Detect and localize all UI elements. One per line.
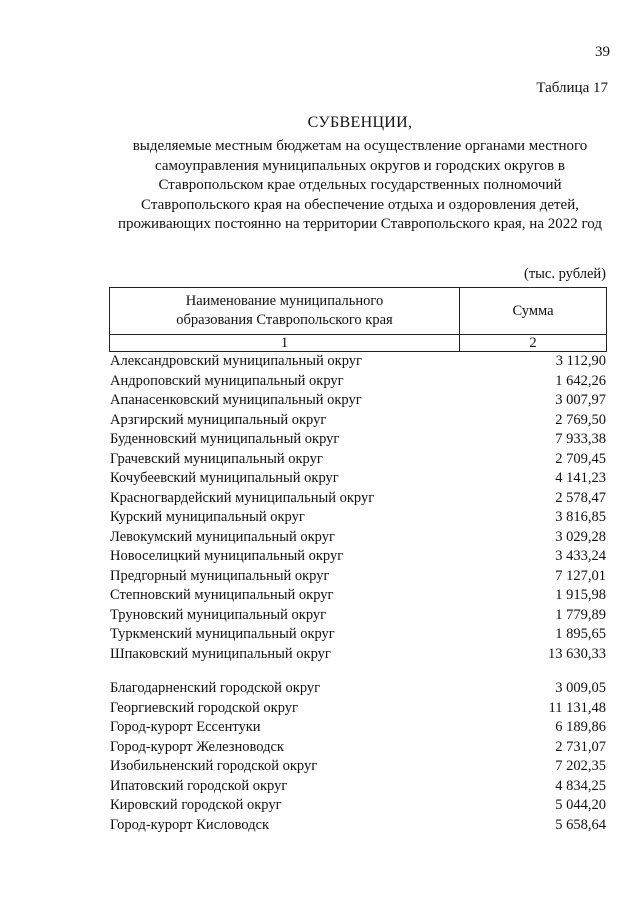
row-value: 7 202,35: [555, 758, 606, 774]
group-spacer: [110, 664, 606, 679]
table-row: [110, 450, 606, 470]
table-row: [110, 391, 606, 411]
municipal-okrug-list: [110, 352, 606, 664]
table-row: [110, 757, 606, 777]
row-value: 1 779,89: [555, 606, 606, 623]
row-name: Буденновский муниципальный округ: [110, 431, 340, 447]
row-value: 3 007,97: [555, 392, 606, 408]
table-row: [110, 469, 606, 489]
row-value: 11 131,48: [548, 699, 606, 716]
table-row: [110, 679, 606, 699]
table-row: [110, 625, 606, 645]
subtitle-line: Ставропольского края на обеспечение отдыха и оздоровления детей,: [141, 196, 579, 213]
row-value: 7 127,01: [555, 567, 606, 584]
table-label: Таблица 17: [536, 80, 608, 96]
table-row: [110, 699, 606, 719]
table-row: [110, 586, 606, 606]
row-name: Левокумский муниципальный округ: [110, 528, 335, 545]
table-row: [110, 372, 606, 392]
row-value: 1 642,26: [555, 372, 606, 389]
row-value: 3 029,28: [555, 528, 606, 545]
row-name: Апанасенковский муниципальный округ: [110, 392, 362, 408]
row-value: 3 433,24: [555, 548, 606, 564]
row-name: Благодарненский городской округ: [110, 680, 321, 696]
row-name: Труновский муниципальный округ: [110, 606, 327, 623]
table-row: [110, 718, 606, 738]
row-name: Курский муниципальный округ: [110, 509, 305, 525]
table-row: [110, 352, 606, 372]
table-row: [110, 645, 606, 665]
table-row: [110, 430, 606, 450]
header-sum-cell: Сумма: [460, 288, 607, 335]
unit-label: (тыс. рублей): [524, 266, 606, 282]
header-name-line2: образования Ставропольского края: [176, 312, 393, 328]
table-row: [110, 489, 606, 509]
row-value: 6 189,86: [555, 719, 606, 735]
row-name: Андроповский муниципальный округ: [110, 372, 344, 389]
table-row: [110, 738, 606, 758]
row-name: Ипатовский городской округ: [110, 777, 288, 794]
table-row: [110, 777, 606, 797]
row-value: 7 933,38: [555, 431, 606, 447]
table-row: [110, 508, 606, 528]
row-value: 2 578,47: [555, 489, 606, 506]
row-name: Предгорный муниципальный округ: [110, 567, 330, 584]
table-row: [110, 816, 606, 836]
row-name: Георгиевский городской округ: [110, 699, 298, 716]
row-name: Шпаковский муниципальный округ: [110, 645, 331, 662]
row-value: 3 816,85: [555, 509, 606, 525]
row-name: Грачевский муниципальный округ: [110, 450, 323, 467]
row-value: 3 009,05: [555, 680, 606, 696]
row-value: 5 658,64: [555, 816, 606, 833]
city-okrug-list: [110, 679, 606, 835]
header-col1-number: 1: [110, 335, 460, 352]
row-name: Город-курорт Кисловодск: [110, 816, 270, 833]
row-name: Изобильненский городской округ: [110, 758, 318, 774]
table-row: [110, 567, 606, 587]
row-value: 1 895,65: [555, 626, 606, 642]
row-value: 2 731,07: [555, 738, 606, 755]
table-row: [110, 547, 606, 567]
row-name: Город-курорт Ессентуки: [110, 719, 261, 735]
subtitle-line: выделяемые местным бюджетам на осуществление органами местного: [132, 138, 588, 154]
row-name: Александровский муниципальный округ: [110, 353, 362, 369]
table-header: [109, 287, 607, 352]
row-name: Степновский муниципальный округ: [110, 587, 334, 603]
row-name: Новоселицкий муниципальный округ: [110, 548, 344, 564]
row-value: 4 834,25: [555, 777, 606, 794]
row-value: 3 112,90: [555, 353, 606, 369]
table-row: [110, 528, 606, 548]
row-value: 13 630,33: [548, 645, 606, 662]
row-value: 2 709,45: [555, 450, 606, 467]
row-value: 5 044,20: [555, 797, 606, 813]
row-name: Кочубеевский муниципальный округ: [110, 470, 339, 486]
header-name-line1: Наименование муниципального: [185, 293, 384, 309]
page-number: 39: [595, 44, 610, 60]
subtitle-line: проживающих постоянно на территории Ставропольского края, на 2022 год: [118, 216, 602, 233]
row-value: 4 141,23: [555, 470, 606, 486]
table-body: [110, 352, 606, 835]
row-value: 1 915,98: [555, 587, 606, 603]
table-row: [110, 796, 606, 816]
row-name: Город-курорт Железноводск: [110, 738, 284, 755]
document-title: СУБВЕНЦИИ,: [307, 114, 413, 131]
table-row: [110, 411, 606, 431]
row-value: 2 769,50: [555, 411, 606, 428]
subtitle-line: Ставропольском крае отдельных государственных полномочий: [158, 177, 562, 194]
subtitle-line: самоуправления муниципальных округов и городских округов в: [155, 157, 565, 174]
row-name: Кировский городской округ: [110, 797, 282, 813]
title-block: [100, 114, 620, 235]
header-col2-number: 2: [460, 335, 607, 352]
table-row: [110, 606, 606, 626]
header-name-cell: [110, 288, 460, 335]
row-name: Туркменский муниципальный округ: [110, 626, 335, 642]
row-name: Арзгирский муниципальный округ: [110, 411, 327, 428]
row-name: Красногвардейский муниципальный округ: [110, 489, 375, 506]
